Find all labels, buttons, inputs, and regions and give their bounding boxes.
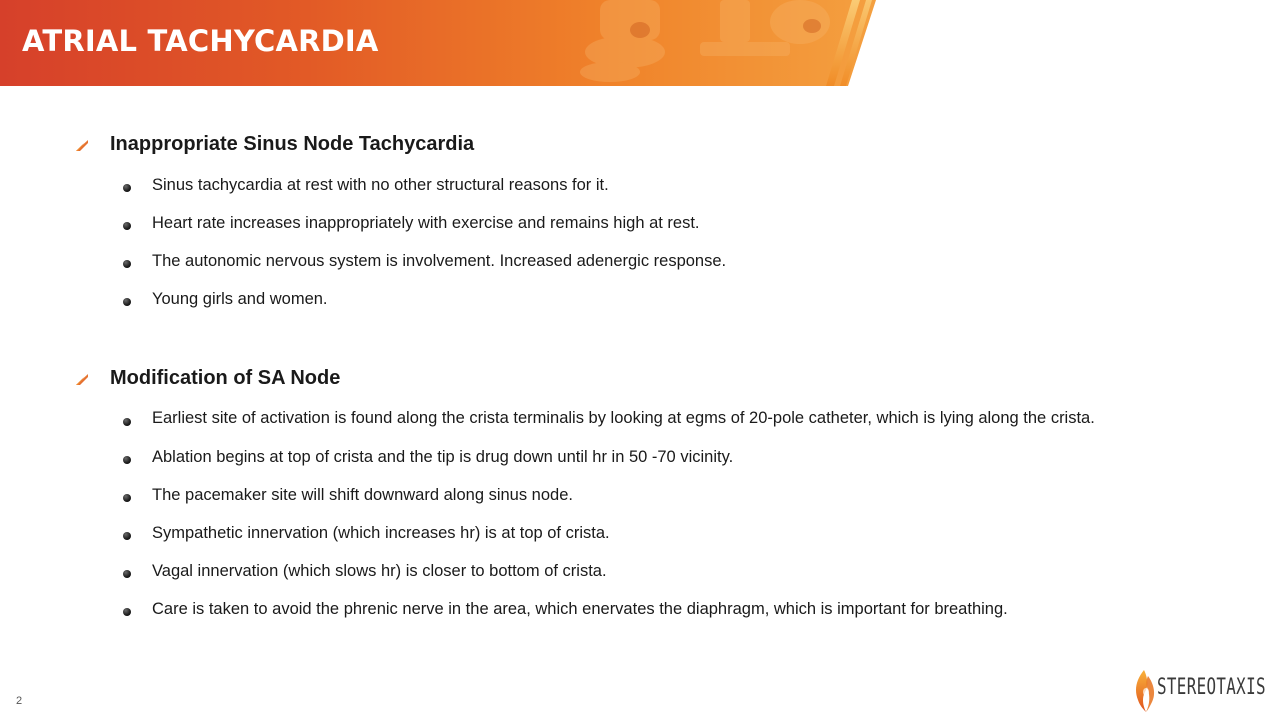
list-item: Sympathetic innervation (which increases hr) is at top of crista.	[152, 524, 610, 542]
list-item: Care is taken to avoid the phrenic nerve in the area, which enervates the diaphragm, which is important for breathing.	[152, 600, 1008, 618]
list-item: The pacemaker site will shift downward along sinus node.	[152, 486, 573, 504]
bullet-dot-icon	[123, 456, 131, 464]
logo-wordmark: STEREOTAXIS	[1157, 675, 1266, 700]
bullet-dot-icon	[123, 570, 131, 578]
bullet-dot-icon	[123, 184, 131, 192]
bullet-dot-icon	[123, 298, 131, 306]
section-heading: Inappropriate Sinus Node Tachycardia	[110, 133, 475, 155]
list-item: Vagal innervation (which slows hr) is closer to bottom of crista.	[152, 562, 607, 580]
list-item: Heart rate increases inappropriately with exercise and remains high at rest.	[152, 214, 700, 232]
arrow-bullet-icon	[74, 139, 90, 153]
bullet-dot-icon	[123, 608, 131, 616]
list-item: Sinus tachycardia at rest with no other structural reasons for it.	[152, 176, 609, 194]
list-item: Ablation begins at top of crista and the tip is drug down until hr in 50 -70 vicinity.	[152, 448, 734, 466]
section-heading: Modification of SA Node	[110, 367, 341, 389]
list-item: Young girls and women.	[152, 290, 328, 308]
list-item: Earliest site of activation is found along the crista terminalis by looking at egms of 20-pole catheter, which is lying along the crista.	[152, 409, 1095, 427]
bullet-dot-icon	[123, 532, 131, 540]
page-number: 2	[16, 695, 23, 707]
bullet-dot-icon	[123, 222, 131, 230]
bullet-dot-icon	[123, 418, 131, 426]
slide-title: ATRIAL TACHYCARDIA	[22, 24, 379, 58]
bullet-dot-icon	[123, 260, 131, 268]
bullet-dot-icon	[123, 494, 131, 502]
arrow-bullet-icon	[74, 373, 90, 387]
header-banner	[0, 0, 1280, 86]
list-item: The autonomic nervous system is involvement. Increased adenergic response.	[152, 252, 727, 270]
